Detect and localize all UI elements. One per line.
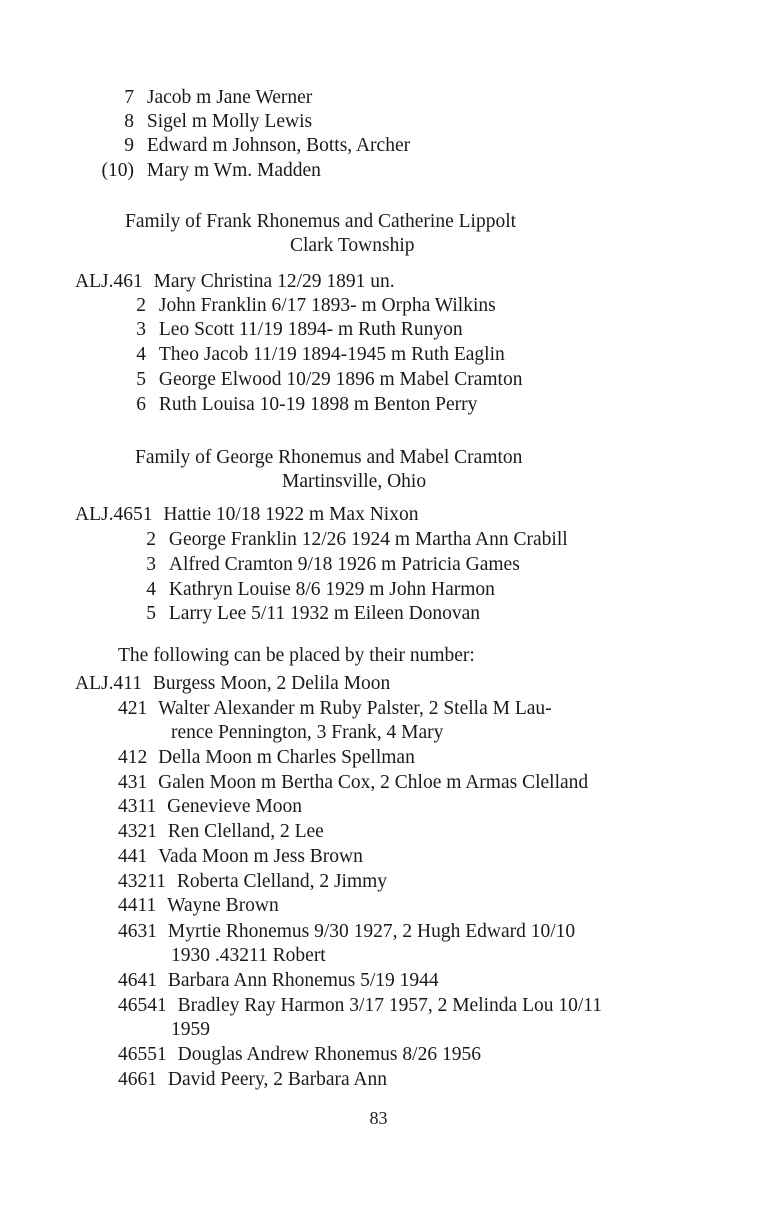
section-subheading: Martinsville, Ohio	[282, 471, 427, 492]
list-item: 5 Larry Lee 5/11 1932 m Eileen Donovan	[146, 603, 481, 624]
list-item: 2 John Franklin 6/17 1893- m Orpha Wilkins	[136, 295, 496, 316]
list-item: 6 Ruth Louisa 10-19 1898 m Benton Perry	[136, 394, 478, 415]
list-item: 2 George Franklin 12/26 1924 m Martha Ann Crabill	[146, 529, 568, 550]
list-item: 43211 Roberta Clelland, 2 Jimmy	[118, 871, 388, 892]
list-item: 5 George Elwood 10/29 1896 m Mabel Cramton	[136, 369, 523, 390]
section-subheading: Clark Township	[290, 235, 415, 256]
list-item-continuation: 1959	[171, 1019, 210, 1040]
list-item: 4661 David Peery, 2 Barbara Ann	[118, 1069, 388, 1090]
list-item: 4411 Wayne Brown	[118, 895, 279, 916]
section-heading: Family of Frank Rhonemus and Catherine Lippolt	[125, 211, 517, 232]
list-item: 3 Leo Scott 11/19 1894- m Ruth Runyon	[136, 319, 463, 340]
list-item: (10) Mary m Wm. Madden	[101, 160, 321, 181]
list-item: 421 Walter Alexander m Ruby Palster, 2 Stella M Lau-	[118, 698, 552, 719]
section-heading: Family of George Rhonemus and Mabel Cramton	[135, 447, 523, 468]
list-item: 4311 Genevieve Moon	[118, 796, 302, 817]
list-item: 441 Vada Moon m Jess Brown	[118, 846, 363, 867]
list-item: 4 Theo Jacob 11/19 1894-1945 m Ruth Eaglin	[136, 344, 505, 365]
page-number: 83	[369, 1108, 388, 1128]
list-item: 7 Jacob m Jane Werner	[124, 87, 313, 108]
list-item: 9 Edward m Johnson, Botts, Archer	[124, 135, 411, 156]
intro-text: The following can be placed by their number:	[118, 645, 475, 666]
list-item: 8 Sigel m Molly Lewis	[124, 111, 313, 132]
list-item: ALJ.461 Mary Christina 12/29 1891 un.	[75, 271, 395, 292]
list-item: 412 Della Moon m Charles Spellman	[118, 747, 415, 768]
list-item: ALJ.4651 Hattie 10/18 1922 m Max Nixon	[75, 504, 419, 525]
list-item: 3 Alfred Cramton 9/18 1926 m Patricia Games	[146, 554, 520, 575]
list-item-continuation: 1930 .43211 Robert	[171, 945, 326, 966]
list-item: ALJ.411 Burgess Moon, 2 Delila Moon	[75, 673, 391, 694]
list-item: 4 Kathryn Louise 8/6 1929 m John Harmon	[146, 579, 495, 600]
list-item: 46541 Bradley Ray Harmon 3/17 1957, 2 Melinda Lou 10/11	[118, 995, 603, 1016]
list-item: 4321 Ren Clelland, 2 Lee	[118, 821, 324, 842]
list-item-continuation: rence Pennington, 3 Frank, 4 Mary	[171, 722, 444, 743]
list-item: 46551 Douglas Andrew Rhonemus 8/26 1956	[118, 1044, 481, 1065]
list-item: 431 Galen Moon m Bertha Cox, 2 Chloe m Armas Clelland	[118, 772, 589, 793]
list-item: 4641 Barbara Ann Rhonemus 5/19 1944	[118, 970, 439, 991]
list-item: 4631 Myrtie Rhonemus 9/30 1927, 2 Hugh Edward 10/10	[118, 921, 576, 942]
